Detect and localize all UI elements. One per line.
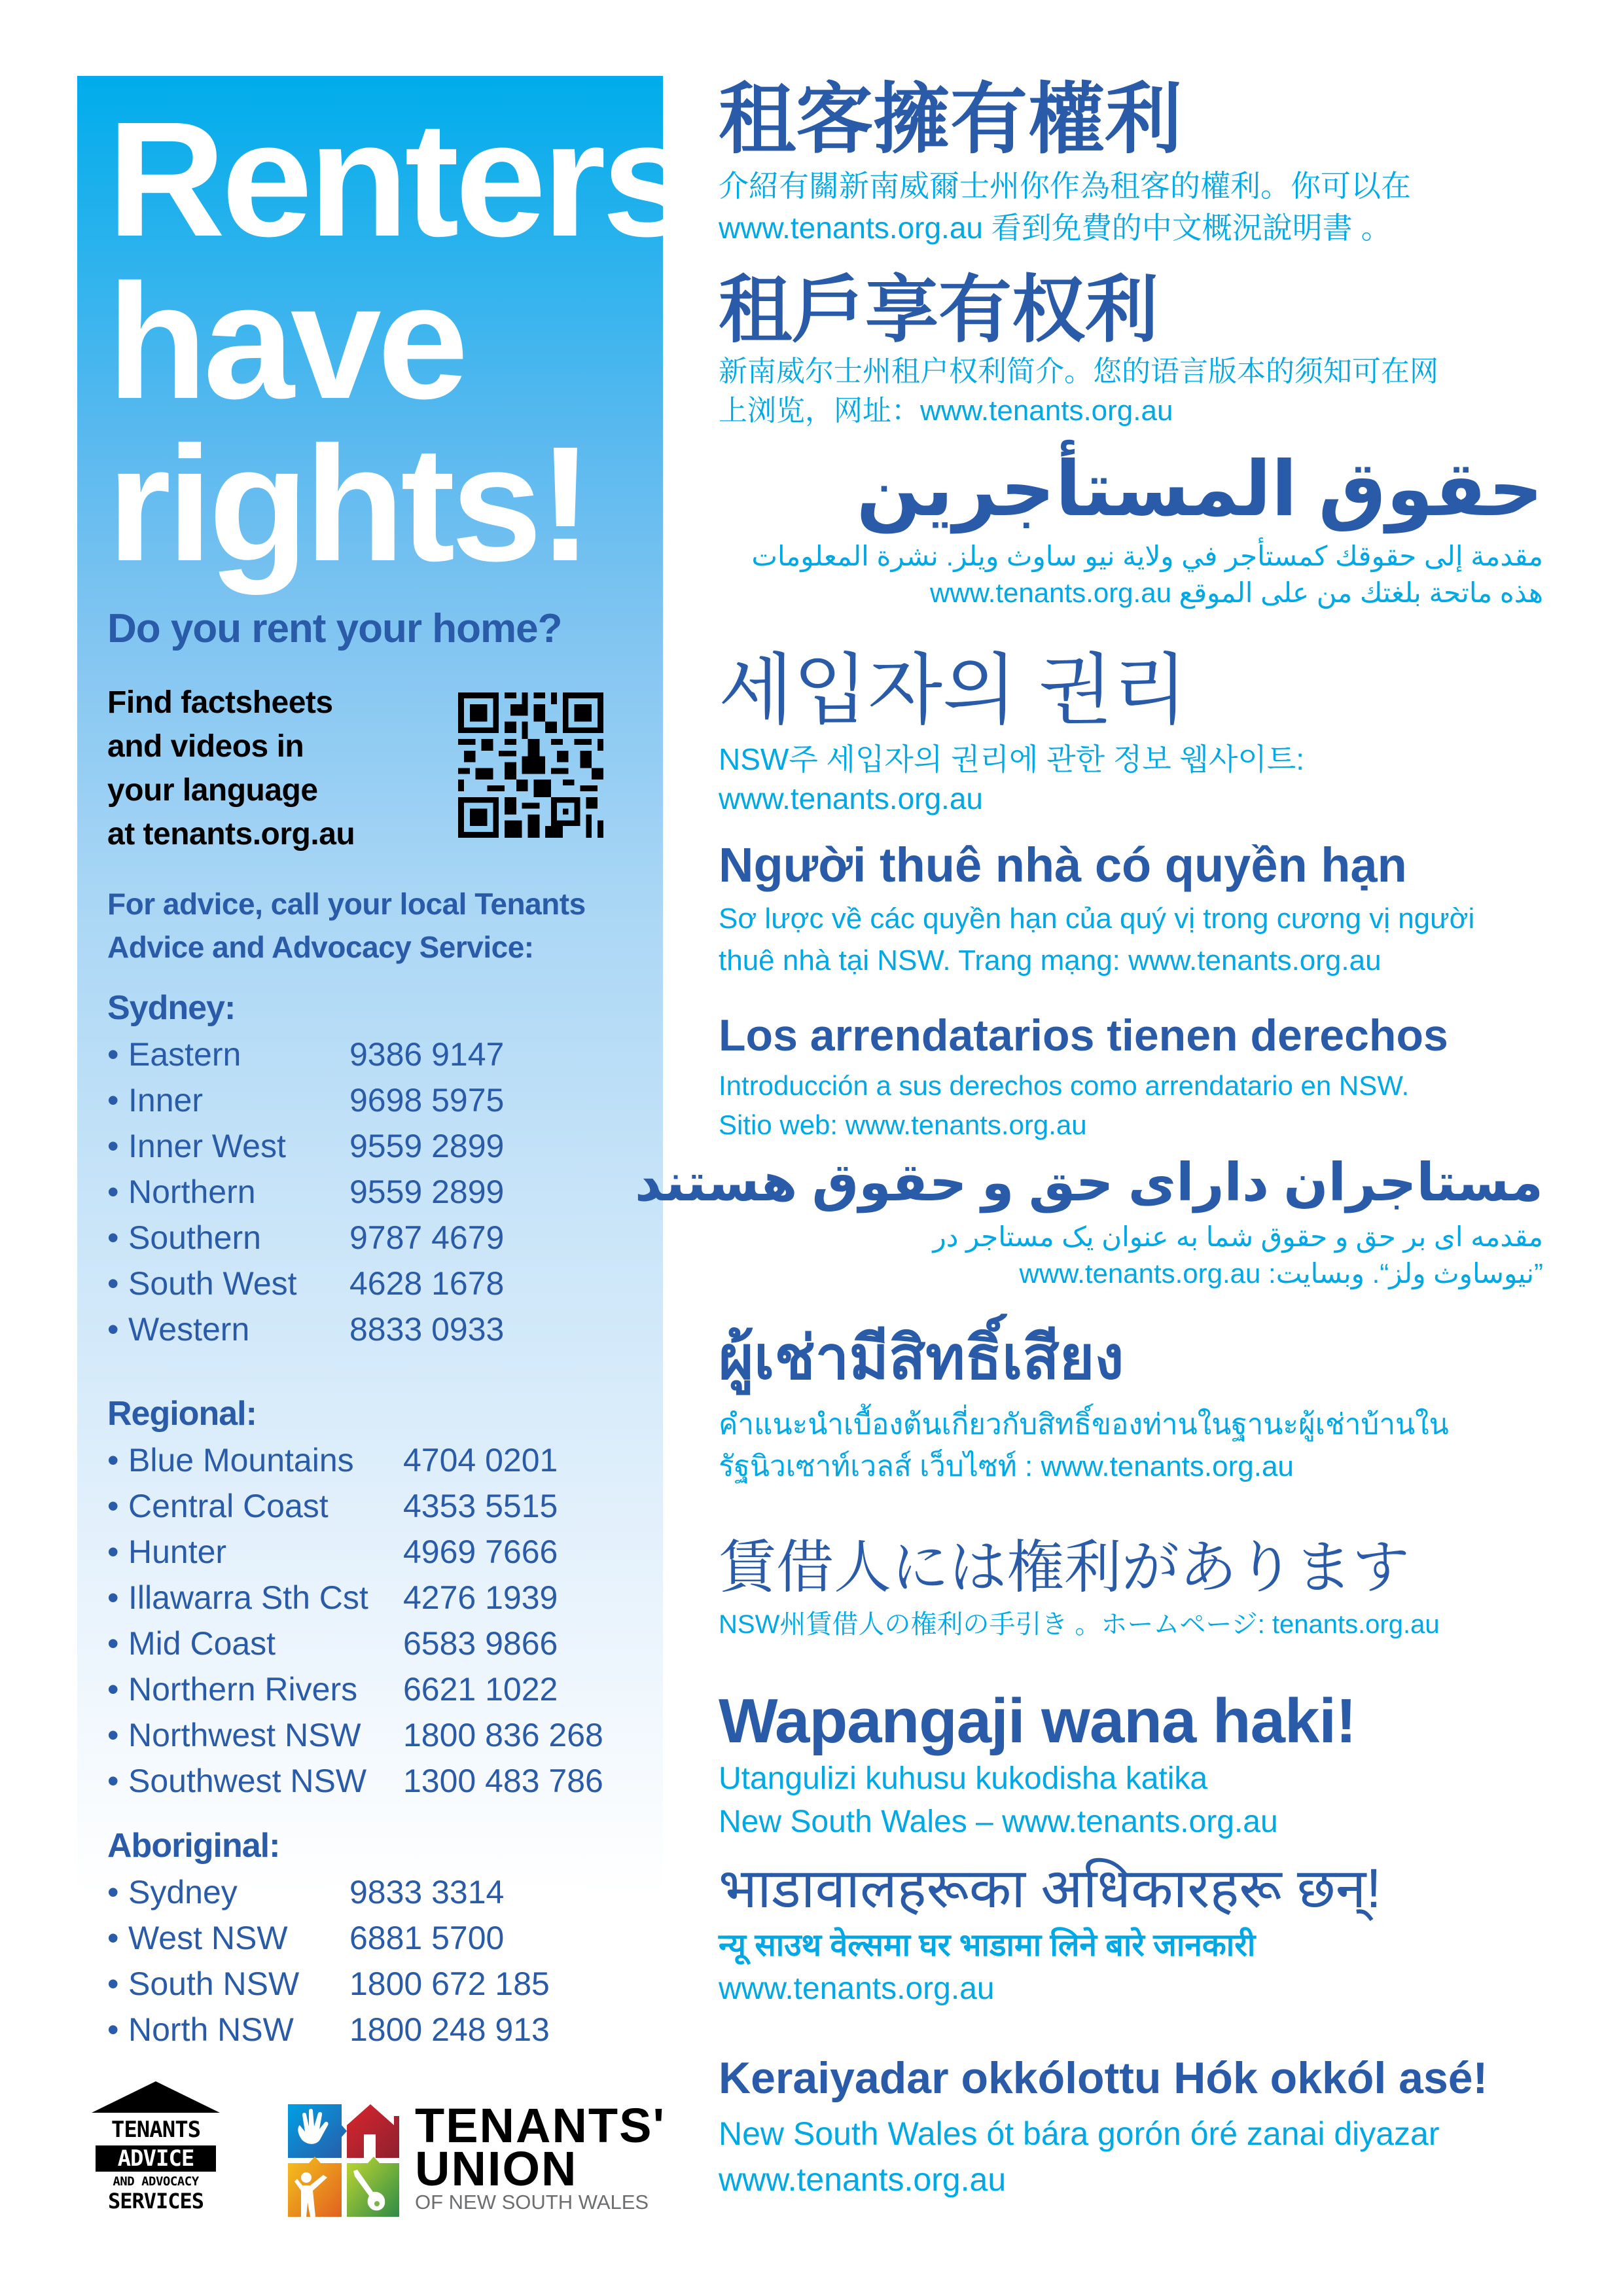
phone-number[interactable]: 4628 1678 xyxy=(349,1265,505,1302)
lang-subtitle[interactable]: ”نیوساوث ولز“. وبسایت: www.tenants.org.au xyxy=(1019,1258,1543,1289)
phone-number[interactable]: 9833 3314 xyxy=(349,1874,505,1910)
house-icon xyxy=(347,2104,399,2158)
lang-subtitle: Sơ lược về các quyền hạn của quý vị trong cương vị người xyxy=(719,903,1475,935)
rent-question: Do you rent your home? xyxy=(107,606,562,651)
bullet-icon: • xyxy=(107,1082,119,1119)
section-heading: Aboriginal: xyxy=(107,1827,280,1865)
service-area: Western xyxy=(128,1311,250,1348)
service-area: Hunter xyxy=(128,1534,227,1570)
service-row xyxy=(107,1031,504,1077)
tenants-union-nsw-logo xyxy=(288,2098,666,2219)
service-row xyxy=(107,1869,550,1915)
hand-icon xyxy=(288,2104,347,2158)
advice-line: For advice, call your local Tenants xyxy=(107,887,586,921)
lang-heading: 租戶享有权利 xyxy=(719,268,1158,353)
bullet-icon: • xyxy=(107,1174,119,1210)
phone-number[interactable]: 1300 483 786 xyxy=(403,1763,603,1799)
service-area: Southwest NSW xyxy=(128,1763,367,1799)
lang-subtitle[interactable]: www.tenants.org.au 看到免費的中文概況說明書 。 xyxy=(719,211,1391,245)
find-line: your language xyxy=(107,773,318,808)
logo-text: TENANTS' xyxy=(415,2098,666,2153)
phone-number[interactable]: 9787 4679 xyxy=(349,1219,505,1256)
logo-text: SERVICES xyxy=(107,2189,204,2214)
service-area: Northern xyxy=(128,1174,256,1210)
advice-call-text xyxy=(107,882,586,969)
find-line: Find factsheets xyxy=(107,685,333,720)
lang-subtitle: NSW주 세입자의 권리에 관한 정보 웹사이트: xyxy=(719,742,1304,776)
sydney-services-list xyxy=(107,988,504,1352)
logo-text: OF NEW SOUTH WALES xyxy=(415,2191,649,2214)
bullet-icon: • xyxy=(107,1534,119,1570)
lang-heading: Los arrendatarios tienen derechos xyxy=(719,1011,1448,1060)
bullet-icon: • xyxy=(107,1763,119,1799)
phone-number[interactable]: 9698 5975 xyxy=(349,1082,505,1119)
bullet-icon: • xyxy=(107,1625,119,1662)
lang-block-swahili xyxy=(719,1685,1556,1844)
bullet-icon: • xyxy=(107,1717,119,1753)
bullet-icon: • xyxy=(107,1920,119,1956)
lang-subtitle[interactable]: New South Wales – www.tenants.org.au xyxy=(719,1804,1278,1839)
service-row xyxy=(107,1306,504,1352)
lang-block-chinese-simplified xyxy=(719,268,1556,431)
lang-heading: Keraiyadar okkólottu Hók okkól asé! xyxy=(719,2053,1488,2103)
lang-subtitle[interactable]: thuê nhà tại NSW. Trang mạng: www.tenants.org.au xyxy=(719,944,1382,977)
lang-subtitle: مقدمه ای بر حق و حقوق شما به عنوان یک مستاجر در xyxy=(933,1221,1543,1252)
tenants-advice-advocacy-services-logo xyxy=(92,2081,223,2219)
tenants-union-emblem xyxy=(288,2104,401,2217)
lang-block-spanish xyxy=(719,1005,1556,1145)
lang-subtitle: 介紹有關新南威爾士州你作為租客的權利。你可以在 xyxy=(719,169,1411,203)
phone-number[interactable]: 6881 5700 xyxy=(349,1920,505,1956)
phone-number[interactable]: 1800 836 268 xyxy=(403,1717,603,1753)
lang-subheading: न्यू साउथ वेल्समा घर भाडामा लिने बारे जानकारी xyxy=(719,1928,1256,1963)
service-row xyxy=(107,1666,603,1712)
bullet-icon: • xyxy=(107,1311,119,1348)
lang-heading: Wapangaji wana haki! xyxy=(719,1686,1356,1756)
phone-number[interactable]: 4276 1939 xyxy=(403,1579,558,1616)
title-line: rights! xyxy=(107,412,589,595)
service-row xyxy=(107,1169,504,1215)
phone-number[interactable]: 8833 0933 xyxy=(349,1311,505,1348)
bullet-icon: • xyxy=(107,1579,119,1616)
phone-number[interactable]: 9386 9147 xyxy=(349,1036,505,1073)
house-roof-icon xyxy=(92,2081,220,2113)
service-area: Illawarra Sth Cst xyxy=(128,1579,368,1616)
find-factsheets-text xyxy=(107,681,355,856)
lang-block-vietnamese xyxy=(719,833,1556,982)
service-row xyxy=(107,1123,504,1169)
lang-subtitle[interactable]: 上浏览，网址：www.tenants.org.au xyxy=(719,395,1173,427)
service-row xyxy=(107,1915,550,1961)
service-area: Central Coast xyxy=(128,1488,329,1524)
lang-subtitle[interactable]: รัฐนิวเซาท์เวลส์ เว็บไซท์ : www.tenants.org.au xyxy=(719,1450,1294,1482)
lang-heading: مستاجران دارای حق و حقوق هستند xyxy=(635,1153,1543,1211)
service-area: West NSW xyxy=(128,1920,288,1956)
find-line: and videos in xyxy=(107,729,304,764)
lang-heading: Người thuê nhà có quyền hạn xyxy=(719,838,1407,892)
lang-block-persian xyxy=(635,1147,1543,1292)
service-row xyxy=(107,1621,603,1666)
service-area: Southern xyxy=(128,1219,261,1256)
lang-heading: حقوق المستأجرين xyxy=(856,446,1543,531)
service-row xyxy=(107,1961,550,2007)
bullet-icon: • xyxy=(107,1128,119,1164)
logo-text: TENANTS xyxy=(111,2117,201,2143)
regional-services-list xyxy=(107,1394,603,1804)
lang-block-thai xyxy=(719,1312,1556,1488)
lang-subtitle: Utangulizi kuhusu kukodisha katika xyxy=(719,1761,1208,1796)
section-heading: Sydney: xyxy=(107,989,236,1027)
phone-number[interactable]: 1800 248 913 xyxy=(349,2011,550,2048)
bullet-icon: • xyxy=(107,1442,119,1479)
logo-text: ADVICE xyxy=(96,2145,216,2172)
service-area: Inner West xyxy=(128,1128,286,1164)
service-area: Blue Mountains xyxy=(128,1442,354,1479)
service-area: Northern Rivers xyxy=(128,1671,358,1708)
service-area: North NSW xyxy=(128,2011,294,2048)
service-row xyxy=(107,2007,550,2053)
bullet-icon: • xyxy=(107,1265,119,1302)
lang-subtitle: คำแนะนำเบื้องต้นเกี่ยวกับสิทธิ์ของท่านในฐานะผู้เช่าบ้านใน xyxy=(719,1408,1449,1441)
title-line: have xyxy=(107,250,465,433)
find-line[interactable]: at tenants.org.au xyxy=(107,817,355,852)
service-area: Mid Coast xyxy=(128,1625,276,1662)
phone-number[interactable]: 6621 1022 xyxy=(403,1671,558,1708)
phone-number[interactable]: 9559 2899 xyxy=(349,1174,505,1210)
key-icon xyxy=(347,2157,399,2217)
lang-subtitle[interactable]: www.tenants.org.au xyxy=(719,781,984,816)
advice-line: Advice and Advocacy Service: xyxy=(107,930,534,964)
lang-block-nepali xyxy=(719,1852,1556,2011)
qr-code-icon[interactable] xyxy=(458,692,603,838)
aboriginal-services-list xyxy=(107,1826,550,2053)
lang-subtitle[interactable]: هذه ماتحة بلغتك من على الموقع www.tenants.org.au xyxy=(930,577,1543,608)
lang-subtitle: 新南威尔士州租户权利简介。您的语言版本的须知可在网 xyxy=(719,355,1438,387)
phone-number[interactable]: 6583 9866 xyxy=(403,1625,558,1662)
service-row xyxy=(107,1261,504,1306)
bullet-icon: • xyxy=(107,1671,119,1708)
service-area: Eastern xyxy=(128,1036,241,1073)
lang-subtitle[interactable]: Sitio web: www.tenants.org.au xyxy=(719,1109,1087,1140)
phone-number[interactable]: 4704 0201 xyxy=(403,1442,558,1479)
person-icon xyxy=(288,2157,342,2217)
service-row xyxy=(107,1758,603,1804)
service-area: South West xyxy=(128,1265,297,1302)
lang-heading: ผู้เช่ามีสิทธิ์เสียง xyxy=(719,1325,1124,1391)
lang-subtitle[interactable]: www.tenants.org.au xyxy=(719,2161,1007,2198)
service-row xyxy=(107,1529,603,1575)
bullet-icon: • xyxy=(107,1874,119,1910)
lang-block-japanese xyxy=(719,1532,1556,1645)
title-line: Renters xyxy=(107,88,689,270)
phone-number[interactable]: 4969 7666 xyxy=(403,1534,558,1570)
service-row xyxy=(107,1712,603,1758)
lang-subtitle: مقدمة إلى حقوقك كمستأجر في ولاية نيو ساوث ويلز. نشرة المعلومات xyxy=(751,541,1543,571)
lang-heading: 賃借人には権利があります xyxy=(719,1535,1410,1600)
lang-subtitle[interactable]: NSW州賃借人の権利の手引き 。ホームページ: tenants.org.au xyxy=(719,1610,1440,1639)
lang-block-chinese-traditional xyxy=(719,73,1556,249)
bullet-icon: • xyxy=(107,1965,119,2002)
lang-heading: 租客擁有權利 xyxy=(719,74,1183,164)
bullet-icon: • xyxy=(107,1036,119,1073)
bullet-icon: • xyxy=(107,1488,119,1524)
lang-block-rohingya xyxy=(719,2045,1556,2202)
logo-text: AND ADVOCACY xyxy=(113,2174,199,2189)
lang-subtitle: New South Wales ót bára gorón óré zanai diyazar xyxy=(719,2115,1440,2152)
service-area: South NSW xyxy=(128,1965,300,2002)
logo-text: UNION xyxy=(415,2142,578,2196)
phone-number[interactable]: 1800 672 185 xyxy=(349,1965,550,2002)
service-area: Northwest NSW xyxy=(128,1717,361,1753)
lang-heading: भाडावालहरूका अधिकारहरू छन्! xyxy=(719,1857,1382,1919)
service-row xyxy=(107,1437,603,1483)
service-area: Inner xyxy=(128,1082,203,1119)
phone-number[interactable]: 4353 5515 xyxy=(403,1488,558,1524)
lang-subtitle[interactable]: www.tenants.org.au xyxy=(719,1971,995,2006)
service-row xyxy=(107,1575,603,1621)
bullet-icon: • xyxy=(107,1219,119,1256)
lang-block-korean xyxy=(719,641,1556,818)
tenants-union-wordmark xyxy=(415,2098,666,2214)
section-heading: Regional: xyxy=(107,1395,257,1433)
service-row xyxy=(107,1077,504,1123)
poster-title xyxy=(107,88,689,595)
service-row xyxy=(107,1215,504,1261)
bullet-icon: • xyxy=(107,2011,119,2048)
service-row xyxy=(107,1483,603,1529)
service-area: Sydney xyxy=(128,1874,238,1910)
lang-block-arabic xyxy=(719,440,1543,611)
phone-number[interactable]: 9559 2899 xyxy=(349,1128,505,1164)
lang-subtitle: Introducción a sus derechos como arrendatario en NSW. xyxy=(719,1070,1410,1101)
lang-heading: 세입자의 권리 xyxy=(719,647,1188,734)
